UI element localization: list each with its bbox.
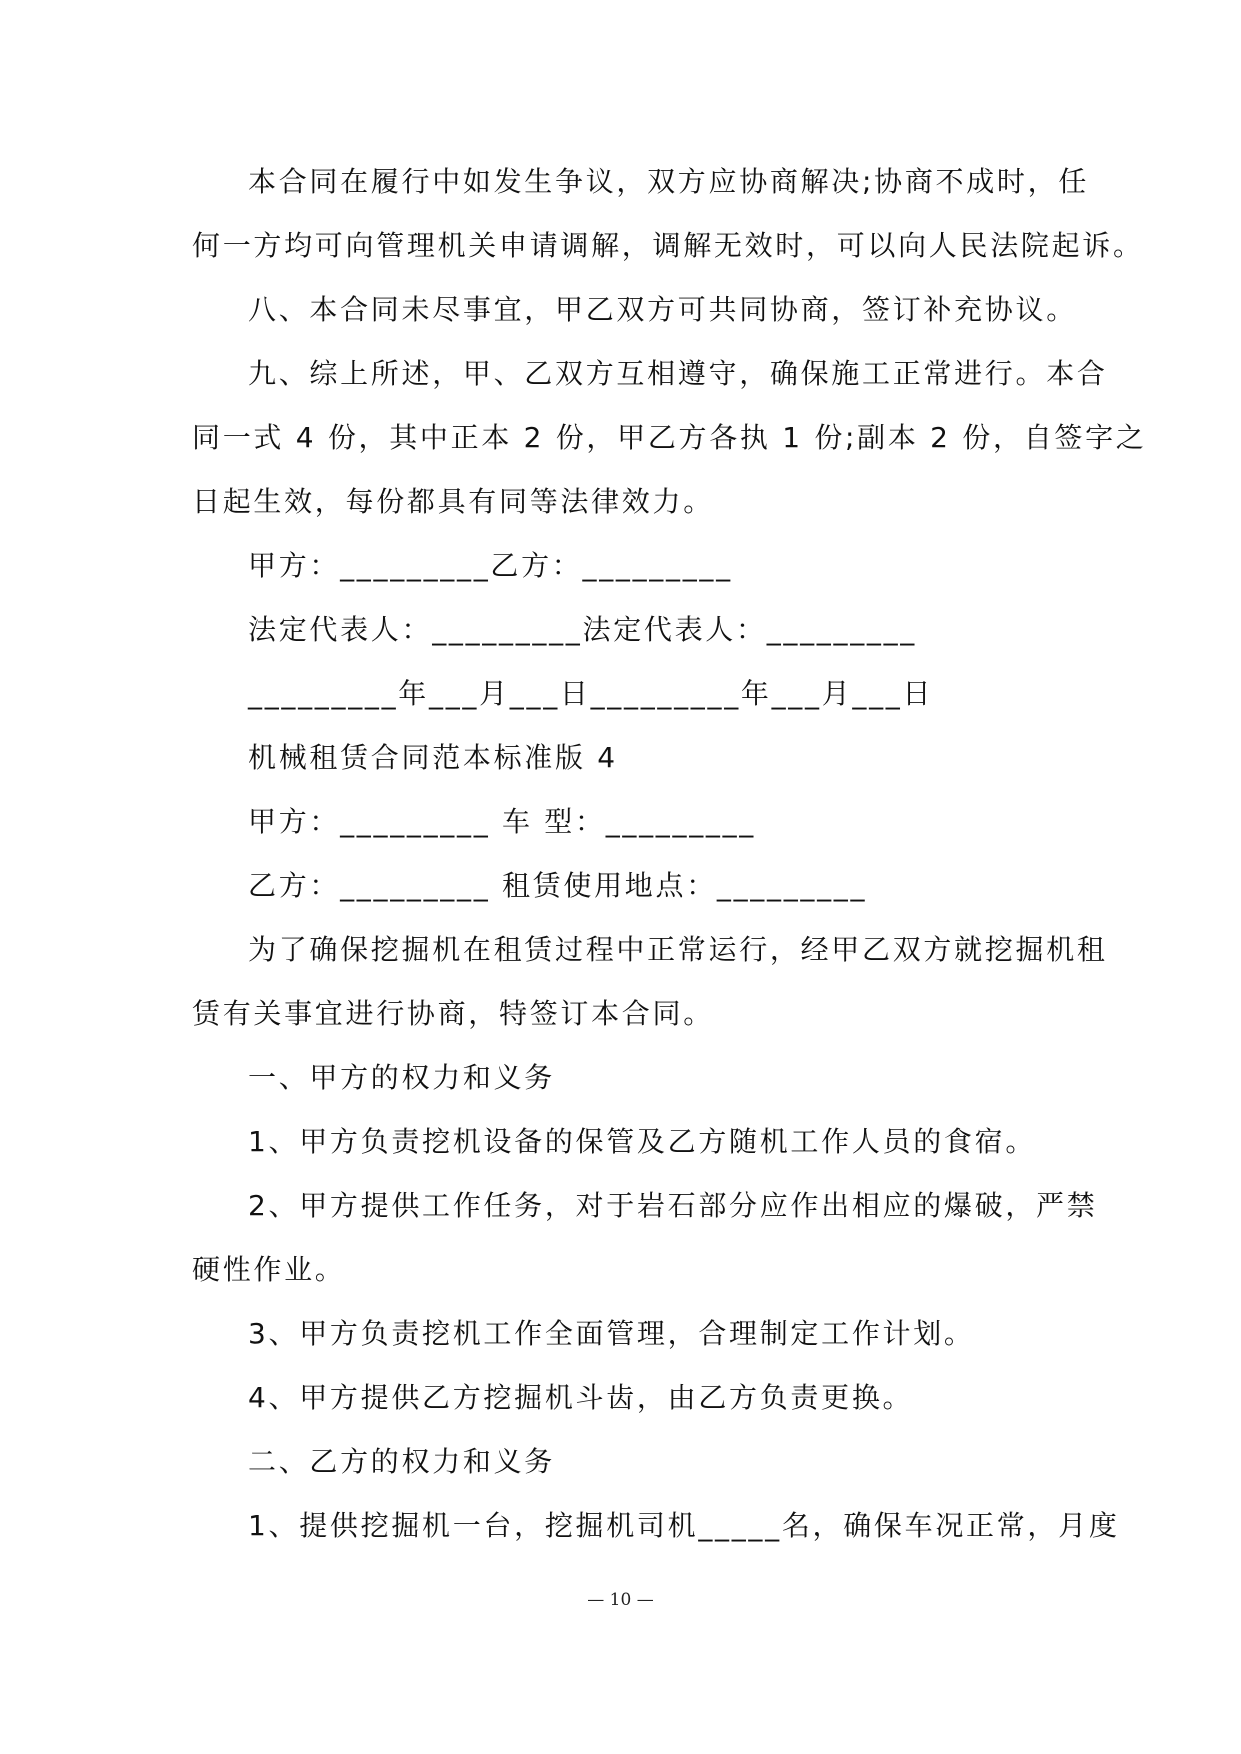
list-item: 4、甲方提供乙方挖掘机斗齿，由乙方负责更换。 [248,1381,914,1414]
section-heading: 二、乙方的权力和义务 [248,1445,556,1478]
paragraph-line: 九、综上所述，甲、乙双方互相遵守，确保施工正常进行。本合 [248,357,1108,390]
signature-line-date: _________年___月___日_________年___月___日 [248,677,934,710]
paragraph-line: 同一式 4 份，其中正本 2 份，甲乙方各执 1 份;副本 2 份，自签字之 [192,421,1147,454]
paragraph-line: 本合同在履行中如发生争议，双方应协商解决;协商不成时，任 [248,165,1090,198]
form-line-party-b: 乙方：_________ 租赁使用地点：_________ [248,869,868,902]
section-title: 机械租赁合同范本标准版 4 [248,741,618,774]
paragraph-line: 日起生效，每份都具有同等法律效力。 [192,485,714,518]
section-heading: 一、甲方的权力和义务 [248,1061,556,1094]
page-number: — 10 — [587,1590,654,1610]
list-item: 1、甲方负责挖机设备的保管及乙方随机工作人员的食宿。 [248,1125,1037,1158]
list-item-continuation: 硬性作业。 [192,1253,346,1286]
list-item: 2、甲方提供工作任务，对于岩石部分应作出相应的爆破，严禁 [248,1189,1098,1222]
list-item: 1、提供挖掘机一台，挖掘机司机_____名，确保车况正常，月度 [248,1509,1120,1542]
paragraph-line: 赁有关事宜进行协商，特签订本合同。 [192,997,714,1030]
list-item: 3、甲方负责挖机工作全面管理，合理制定工作计划。 [248,1317,975,1350]
paragraph-line: 为了确保挖掘机在租赁过程中正常运行，经甲乙双方就挖掘机租 [248,933,1108,966]
paragraph-line: 何一方均可向管理机关申请调解，调解无效时，可以向人民法院起诉。 [192,229,1144,262]
form-line-party-a: 甲方：_________ 车 型：_________ [248,805,757,838]
signature-line-party: 甲方：_________乙方：_________ [248,549,733,582]
signature-line-representative: 法定代表人：_________法定代表人：_________ [248,613,918,646]
paragraph-line: 八、本合同未尽事宜，甲乙双方可共同协商，签订补充协议。 [248,293,1077,326]
